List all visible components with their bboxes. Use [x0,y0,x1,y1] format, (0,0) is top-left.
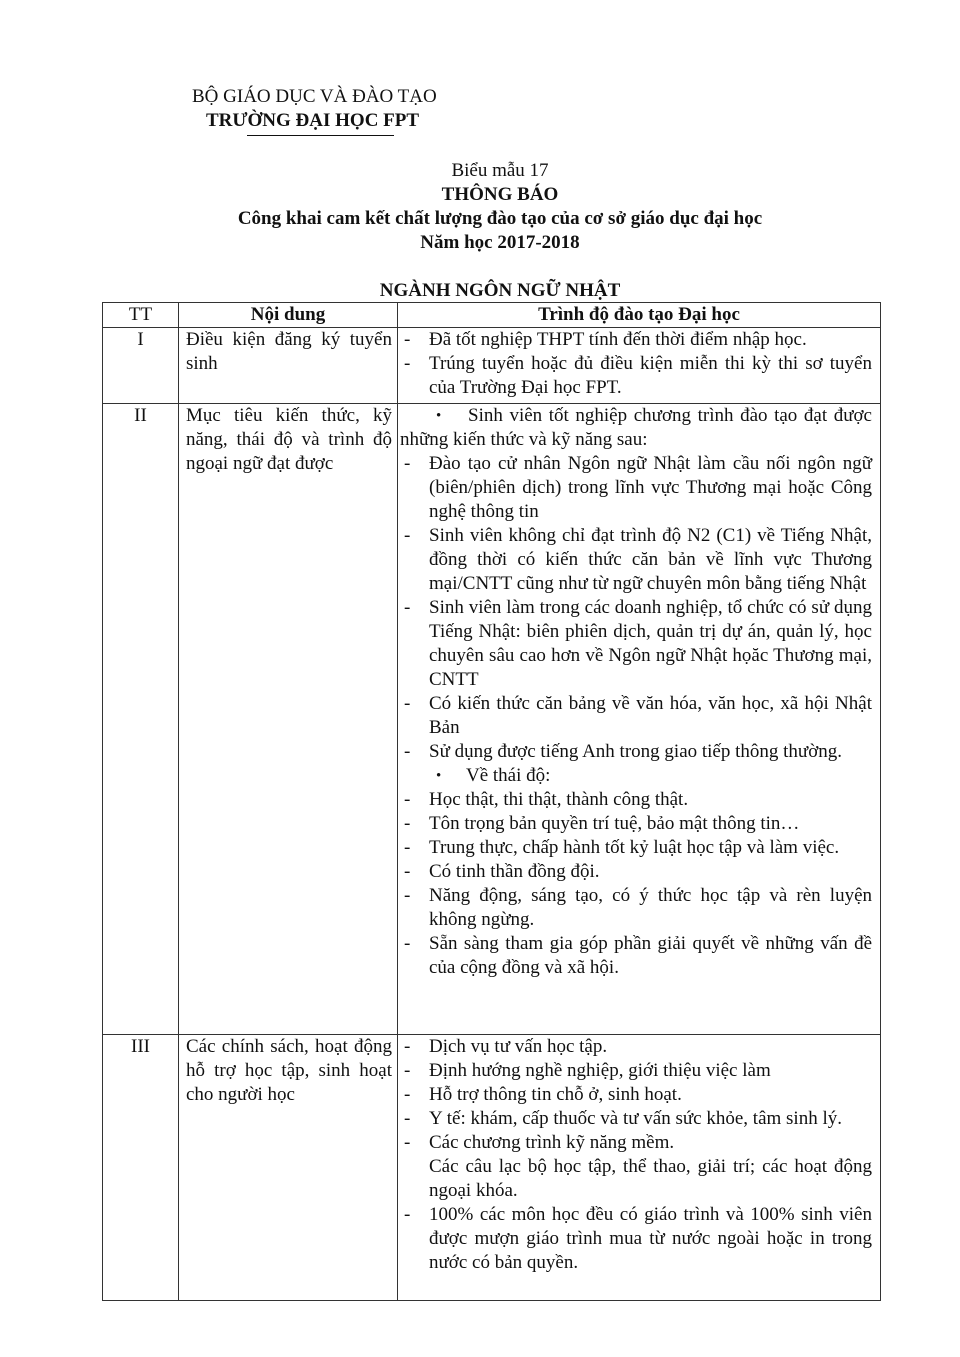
dash-marker: - [404,693,411,714]
dash-marker: - [404,525,411,546]
list-item-text: Hỗ trợ thông tin chỗ ở, sinh hoạt. [429,1084,682,1105]
list-item [398,1035,872,1059]
dash-marker: - [404,1132,411,1153]
list-item [398,352,872,400]
list-item [398,884,872,932]
list-item [398,860,872,884]
document-title: THÔNG BÁO [441,184,559,205]
dash-marker: - [404,1108,411,1129]
dash-marker: - [404,597,411,618]
list-item-text: 100% các môn học đều có giáo trình và 100% sinh viên được mượn giáo trình mua từ nước ngoài hoặc in trong nước có bản quyền. [429,1204,872,1273]
academic-year: Năm học 2017-2018 [420,232,580,253]
list-item-text: Trung thực, chấp hành tốt kỷ luật học tập và làm việc. [429,837,840,858]
ministry-name: BỘ GIÁO DỤC VÀ ĐÀO TẠO [192,86,437,107]
table-row [103,328,881,404]
table-row [103,1035,881,1301]
row-content: Các chính sách, hoạt động hỗ trợ học tập, sinh hoạt cho người học [179,1035,398,1301]
list-item [398,1083,872,1107]
list-item [398,452,872,524]
dash-marker: - [404,789,411,810]
list-item [398,1059,872,1083]
row-number: III [103,1035,179,1301]
row-content: Điều kiện đăng ký tuyển sinh [179,328,398,404]
list-item-text: Dịch vụ tư vấn học tập. [429,1036,608,1057]
dash-marker: - [404,741,411,762]
major-title: NGÀNH NGÔN NGỮ NHẬT [379,280,621,301]
dash-marker: - [404,353,411,374]
list-item-text: Định hướng nghề nghiệp, giới thiệu việc làm [429,1060,771,1081]
table-row [103,404,881,1035]
row-level [398,404,881,1035]
list-item-text: Sẵn sàng tham gia góp phần giải quyết về những vấn đề của cộng đồng và xã hội. [429,933,872,978]
list-item-text: Các chương trình kỹ năng mềm. [429,1132,675,1153]
attitude-heading [398,764,872,788]
list-item-text: Sinh viên làm trong các doanh nghiệp, tổ chức có sử dụng Tiếng Nhật: biên phiên dịch, quản trị dự án, quản lý, học chuyên sâu cao hơn về Ngôn ngữ Nhật họăc Thương mại, CNTT [429,597,872,690]
header-level: Trình độ đào tạo Đại học [398,303,881,328]
list-item [398,1203,872,1275]
commitment-table [102,302,881,1301]
list-item-text: Năng động, sáng tạo, có ý thức học tập và rèn luyện không ngừng. [429,885,872,930]
dash-marker: - [404,453,411,474]
list-item [398,524,872,596]
list-item [398,1107,872,1131]
list-item [398,812,872,836]
list-item-text: Có kiến thức căn bảng về văn hóa, văn học, xã hội Nhật Bản [429,693,872,738]
list-item [398,932,872,980]
row-number: I [103,328,179,404]
list-item-text: Y tế: khám, cấp thuốc và tư vấn sức khỏe, tâm sinh lý. [429,1108,842,1129]
row-number: II [103,404,179,1035]
header-tt: TT [103,303,179,328]
dash-marker: - [404,1060,411,1081]
bullet-intro [398,404,872,452]
list-item-text: Có tinh thần đồng đội. [429,861,600,882]
extra-paragraph: Các câu lạc bộ học tập, thể thao, giải trí; các hoạt động ngoại khóa. [429,1156,872,1201]
dash-marker: - [404,329,411,350]
form-number: Biểu mẫu 17 [451,160,549,181]
list-item [398,328,872,352]
list-item-text: Sử dụng được tiếng Anh trong giao tiếp thông thường. [429,741,843,762]
row-level [398,328,881,404]
dash-marker: - [404,1084,411,1105]
school-name: TRƯỜNG ĐẠI HỌC FPT [206,110,420,131]
dash-marker: - [404,837,411,858]
row-level [398,1035,881,1301]
row-content: Mục tiêu kiến thức, kỹ năng, thái độ và trình độ ngoại ngữ đạt được [179,404,398,1035]
bullet-icon: • [436,408,442,424]
list-item [398,836,872,860]
header-content: Nội dung [179,303,398,328]
list-item [398,692,872,740]
bullet-icon: • [436,768,442,784]
list-item [398,596,872,692]
dash-marker: - [404,813,411,834]
list-item-text: Đã tốt nghiệp THPT tính đến thời điểm nhập học. [429,329,807,350]
list-item-text: Sinh viên không chỉ đạt trình độ N2 (C1) về Tiếng Nhật, đồng thời có kiến thức căn bản về lĩnh vực Thương mại/CNTT cũng như từ ngữ chuyên môn bằng tiếng Nhật [429,525,872,594]
school-underline [247,135,394,136]
dash-marker: - [404,861,411,882]
list-item-text: Học thật, thi thật, thành công thật. [429,789,689,810]
dash-marker: - [404,1204,411,1225]
document-subtitle: Công khai cam kết chất lượng đào tạo của cơ sở giáo dục đại học [237,208,763,229]
attitude-heading-text: Về thái độ: [466,765,551,786]
list-item [398,788,872,812]
intro-text: Sinh viên tốt nghiệp chương trình đào tạo đạt được những kiến thức và kỹ năng sau: [400,405,872,450]
list-item [398,1131,872,1155]
list-item-text: Đào tạo cử nhân Ngôn ngữ Nhật làm cầu nối ngôn ngữ (biên/phiên dịch) trong lĩnh vực Thương mại hoặc Công nghệ thông tin [429,453,872,522]
table-header-row [103,303,881,328]
list-item [398,740,872,764]
dash-marker: - [404,1036,411,1057]
dash-marker: - [404,885,411,906]
dash-marker: - [404,933,411,954]
list-item-text: Trúng tuyển hoặc đủ điều kiện miễn thi kỳ thi sơ tuyển của Trường Đại học FPT. [429,353,872,398]
list-item-text: Tôn trọng bản quyền trí tuệ, bảo mật thông tin… [429,813,800,834]
